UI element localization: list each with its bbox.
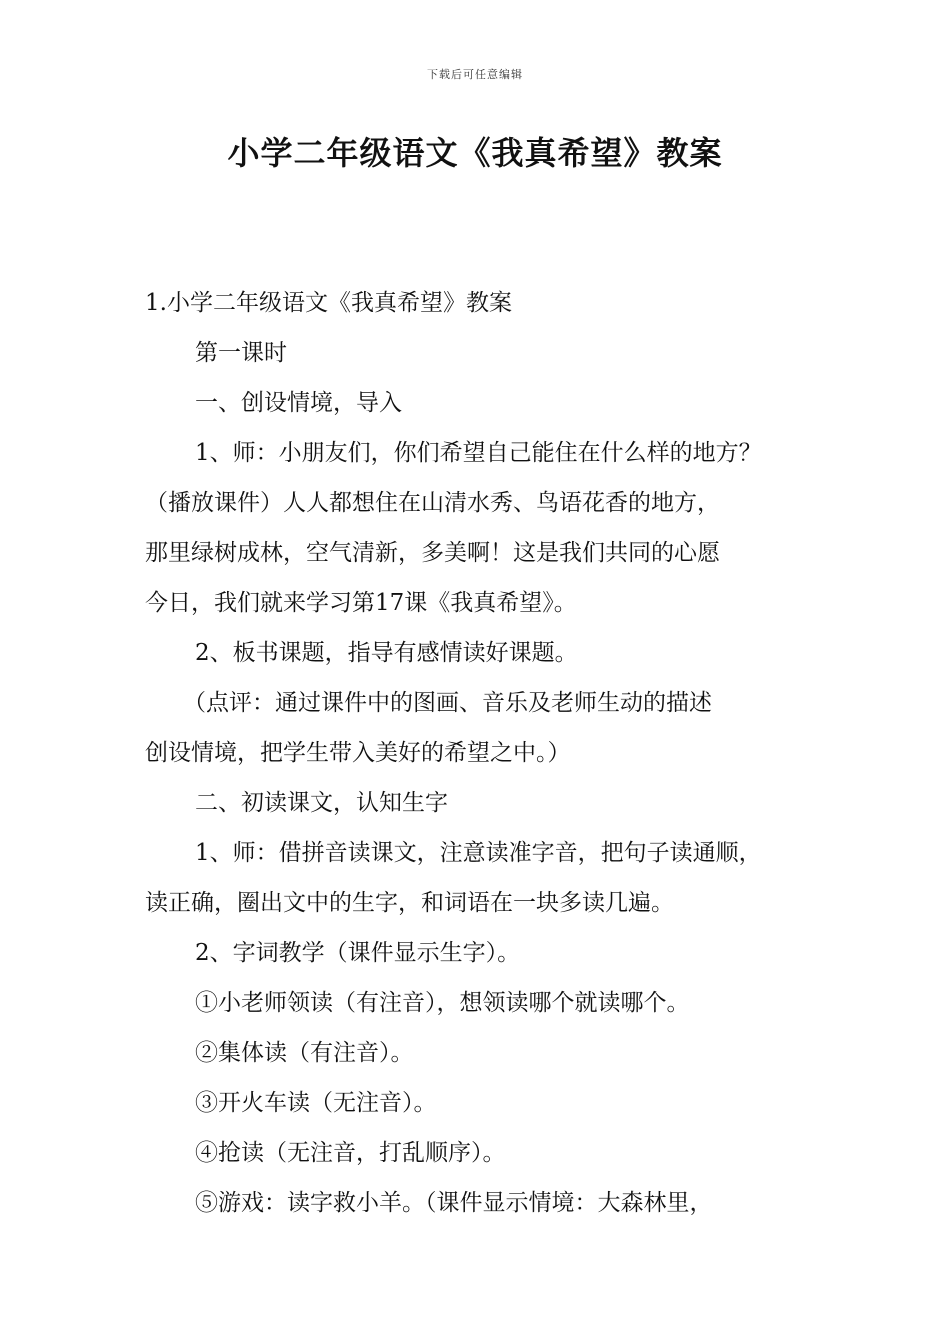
paragraph-line: 第一课时: [195, 340, 287, 366]
document-body: [145, 278, 815, 1228]
paragraph-line: 2、板书课题，指导有感情读好课题。: [195, 640, 578, 666]
paragraph-line: 一、创设情境，导入: [195, 390, 402, 416]
paragraph-line: ①小老师领读（有注音），想领读哪个就读哪个。: [195, 990, 690, 1016]
paragraph-line: ②集体读（有注音）。: [195, 1040, 414, 1066]
paragraph-line: 创设情境，把学生带入美好的希望之中。）: [145, 740, 571, 766]
document-title: 小学二年级语文《我真希望》教案: [227, 134, 723, 172]
paragraph-line: 读正确，圈出文中的生字，和词语在一块多读几遍。: [145, 890, 674, 916]
header-note: 下载后可任意编辑: [427, 68, 523, 81]
paragraph-line: （播放课件）人人都想住在山清水秀、鸟语花香的地方，: [145, 490, 720, 516]
paragraph-line: 今日，我们就来学习第17课《我真希望》。: [145, 590, 577, 616]
paragraph-line: 二、初读课文，认知生字: [195, 790, 448, 816]
paragraph-line: 2、字词教学（课件显示生字）。: [195, 940, 521, 966]
paragraph-line: （点评：通过课件中的图画、音乐及老师生动的描述: [183, 690, 712, 716]
paragraph-line: 那里绿树成林，空气清新，多美啊！这是我们共同的心愿: [145, 540, 720, 566]
section-heading: 1.小学二年级语文《我真希望》教案: [145, 290, 512, 316]
paragraph-line: 1、师：借拼音读课文，注意读准字音，把句子读通顺，: [195, 840, 762, 866]
paragraph-line: ④抢读（无注音，打乱顺序）。: [195, 1140, 506, 1166]
paragraph-line: ③开火车读（无注音）。: [195, 1090, 437, 1116]
paragraph-line: 1、师：小朋友们，你们希望自己能住在什么样的地方？: [195, 440, 762, 466]
paragraph-line: ⑤游戏：读字救小羊。（课件显示情境：大森林里，: [195, 1190, 713, 1216]
